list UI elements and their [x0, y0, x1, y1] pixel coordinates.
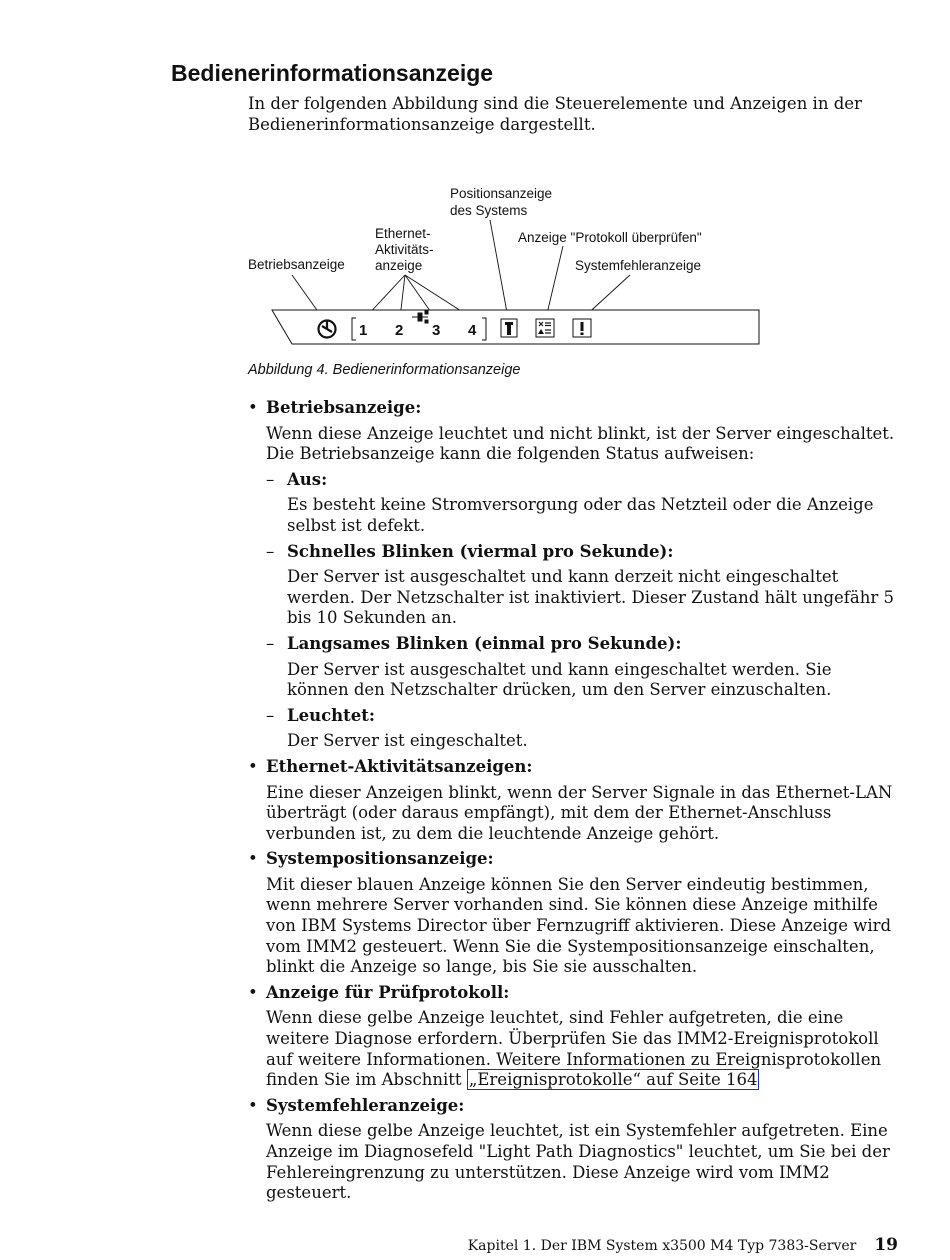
label-ethernet-2: Aktivitäts- — [375, 242, 434, 257]
list-item-desc-text: Wenn diese gelbe Anzeige leuchtet, sind Fehler aufgetreten, die eine weitere Diagnose erfordern. Überprüfen Sie das IMM2-Ereignisprotokoll auf weitere Informationen. Weitere Informationen zu Ereignisprotokollen finden Sie im Abschnitt — [266, 1008, 882, 1090]
list-item-ethernet: • Ethernet-Aktivitätsanzeigen: Eine dieser Anzeigen blinkt, wenn der Server Signale in das Ethernet-LAN überträgt (oder daraus empfängt), mit dem der Ethernet-Anschluss verbunden ist, zu dem die leuchtende Anzeige gehört. — [248, 757, 898, 844]
figure-caption: Abbildung 4. Bedienerinformationsanzeige — [248, 362, 521, 378]
sub-item-aus: – Aus: Es besteht keine Stromversorgung oder das Netzteil oder die Anzeige selbst ist defekt. — [266, 470, 898, 537]
label-ethernet-1: Ethernet- — [375, 226, 431, 241]
label-protokoll: Anzeige "Protokoll überprüfen" — [518, 230, 702, 245]
list-item-term: Anzeige für Prüfprotokoll: — [266, 982, 510, 1002]
sub-item-term: Aus: — [287, 469, 328, 489]
list-item-desc: Eine dieser Anzeigen blinkt, wenn der Server Signale in das Ethernet-LAN überträgt (oder daraus empfängt), mit dem der Ethernet-Anschluss verbunden ist, zu dem die leuchtende Anzeige gehört. — [266, 782, 893, 843]
ereignisprotokolle-link[interactable]: „Ereignisprotokolle“ auf Seite 164 — [468, 1070, 758, 1090]
chapter-title: Kapitel 1. Der IBM System x3500 M4 Typ 7383-Server — [467, 1238, 857, 1254]
list-item-systemfehler: • Systemfehleranzeige: Wenn diese gelbe Anzeige leuchtet, ist ein Systemfehler aufgetreten. Eine Anzeige im Diagnosefeld "Light Path Diagnostics" leuchtet, um Sie bei der Fehlereingrenzung zu unterstützen. Diese Anzeige wird vom IMM2 gesteuert. — [248, 1096, 898, 1204]
list-item-term: Systempositionsanzeige: — [266, 849, 494, 869]
label-betrieb: Betriebsanzeige — [248, 257, 345, 272]
page-footer — [468, 1235, 898, 1255]
list-item-desc: Wenn diese Anzeige leuchtet und nicht blinkt, ist der Server eingeschaltet. Die Betriebsanzeige kann die folgenden Status aufweisen: — [266, 423, 895, 464]
list-item-systemposition: • Systempositionsanzeige: Mit dieser blauen Anzeige können Sie den Server eindeutig bestimmen, wenn mehrere Server vorhanden sind. Sie können diese Anzeige mithilfe von IBM Systems Director über Fernzugriff aktivieren. Diese Anzeige wird vom IMM2 gesteuert. Wenn Sie die Systempositionsanzeige einschalten, blinkt die Anzeige so lange, bis Sie sie ausschalten. — [248, 849, 898, 978]
label-ethernet-3: anzeige — [375, 258, 423, 273]
list-item-desc — [266, 1008, 898, 1090]
list-item-pruefprotokoll: • Anzeige für Prüfprotokoll: Wenn diese gelbe Anzeige leuchtet, sind Fehler aufgetreten, die eine weitere Diagnose erfordern. Überprüfen Sie das IMM2-Ereignisprotokoll auf weitere Informationen. Weitere Informationen zu Ereignisprotokollen finden Sie im Abschnitt „Ereignisprotokolle“ auf Seite 164 — [248, 983, 898, 1091]
sub-item-langsam: – Langsames Blinken (einmal pro Sekunde): Der Server ist ausgeschaltet und kann eingeschaltet werden. Sie können den Netzschalter drücken, um den Server einzuschalten. — [266, 634, 898, 701]
page-number: 19 — [874, 1235, 898, 1255]
sub-item-leuchtet: – Leuchtet: Der Server ist eingeschaltet. — [266, 706, 898, 752]
label-systemfehler: Systemfehleranzeige — [575, 258, 702, 273]
list-item-term: Systemfehleranzeige: — [266, 1095, 465, 1115]
sub-item-term: Langsames Blinken (einmal pro Sekunde): — [287, 633, 682, 653]
label-positions-2: des Systems — [450, 203, 528, 218]
list-item-desc: Mit dieser blauen Anzeige können Sie den Server eindeutig bestimmen, wenn mehrere Server vorhanden sind. Sie können diese Anzeige mithilfe von IBM Systems Director über Fernzugriff aktivieren. Diese Anzeige wird vom IMM2 gesteuert. Wenn Sie die Systempositionsanzeige einschalten, blinkt die Anzeige so lange, bis Sie sie ausschalten. — [266, 874, 892, 977]
panel-outline — [272, 310, 759, 344]
list-item-desc: Wenn diese gelbe Anzeige leuchtet, ist ein Systemfehler aufgetreten. Eine Anzeige im Diagnosefeld "Light Path Diagnostics" leuchtet, um Sie bei der Fehlereingrenzung zu unterstützen. Diese Anzeige wird vom IMM2 gesteuert. — [266, 1121, 890, 1203]
indicator-list — [248, 398, 898, 1209]
port-number: 3 — [432, 322, 441, 339]
port-number: 1 — [359, 322, 368, 339]
sub-item-schnell: – Schnelles Blinken (viermal pro Sekunde): Der Server ist ausgeschaltet und kann derzeit nicht eingeschaltet werden. Der Netzschalter ist inaktiviert. Dieser Zustand hält ungefähr 5 bis 10 Sekunden an. — [266, 542, 898, 629]
list-item-term: Betriebsanzeige: — [266, 398, 422, 417]
port-number: 2 — [395, 322, 404, 339]
page-title: Bedienerinformationsanzeige — [171, 60, 494, 86]
sub-item-desc: Der Server ist eingeschaltet. — [287, 731, 528, 751]
sub-item-term: Leuchtet: — [287, 705, 375, 725]
label-positions-1: Positionsanzeige — [450, 186, 553, 201]
bullet: • — [248, 398, 258, 417]
list-item-betrieb — [248, 398, 898, 752]
sub-item-desc: Es besteht keine Stromversorgung oder das Netzteil oder die Anzeige selbst ist defekt. — [287, 495, 874, 535]
sub-item-desc: Der Server ist ausgeschaltet und kann derzeit nicht eingeschaltet werden. Der Netzschalter ist inaktiviert. Dieser Zustand hält ungefähr 5 bis 10 Sekunden an. — [287, 567, 894, 628]
port-number: 4 — [468, 322, 477, 339]
intro-paragraph: In der folgenden Abbildung sind die Steuerelemente und Anzeigen in der Bedienerinformationsanzeige dargestellt. — [248, 94, 862, 134]
sub-item-term: Schnelles Blinken (viermal pro Sekunde): — [287, 541, 674, 561]
list-item-term: Ethernet-Aktivitätsanzeigen: — [266, 756, 533, 776]
operator-panel-figure — [240, 180, 770, 354]
sub-item-desc: Der Server ist ausgeschaltet und kann eingeschaltet werden. Sie können den Netzschalter drücken, um den Server einzuschalten. — [287, 659, 832, 700]
